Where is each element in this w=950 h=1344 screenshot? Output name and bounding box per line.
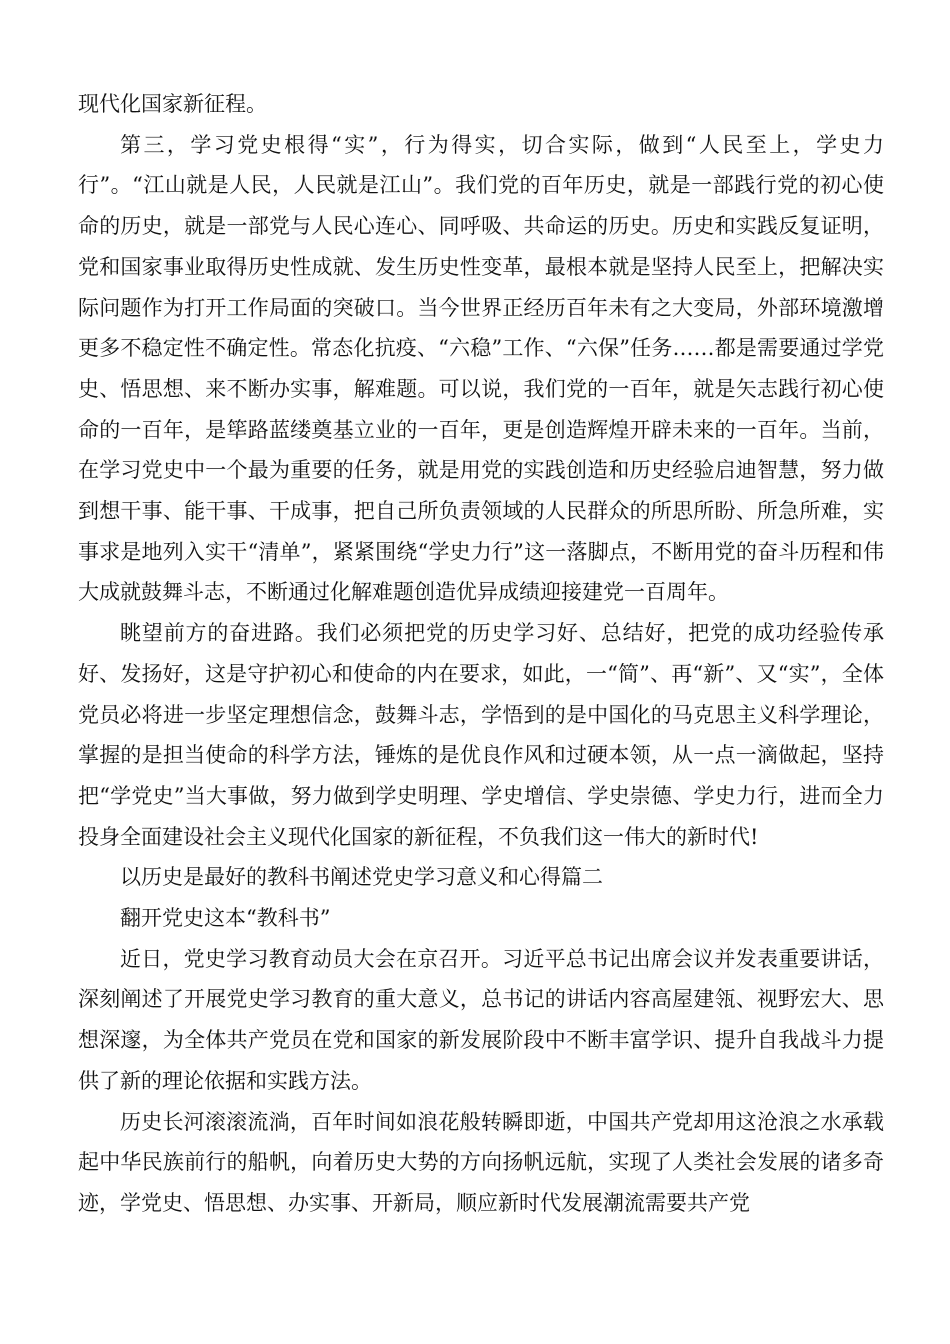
document-body [78, 84, 884, 1224]
paragraph-continuation: 现代化国家新征程。 [78, 92, 267, 116]
article-title: 翻开党史这本“教科书” [120, 906, 331, 931]
paragraph-outlook: 眺望前方的奋进路。我们必须把党的历史学习好、总结好，把党的成功经验传承好、发扬好，这是守护初心和使命的内在要求，如此，一“简”、再“新”、又“实”，全体党员必将进一步坚定理想信念，鼓舞斗志，学悟到的是中国化的马克思主义科学理论，掌握的是担当使命的科学方法，锤炼的是优良作风和过硬本领，从一点一滴做起，坚持把“学党史”当大事做，努力做到学史明理、学史增信、学史崇德、学史力行，进而全力投身全面建设社会主义现代化国家的新征程，不负我们这一伟大的新时代! [78, 621, 884, 849]
section-heading: 以历史是最好的教科书阐述党史学习意义和心得篇二 [120, 865, 603, 890]
paragraph-third-point: 第三，学习党史根得“实”，行为得实，切合实际，做到“人民至上，学史力行”。“江山就是人民，人民就是江山”。我们党的百年历史，就是一部践行党的初心使命的历史，就是一部党与人民心连心、同呼吸、共命运的历史。历史和实践反复证明，党和国家事业取得历史性成就、发生历史性变革，最根本就是坚持人民至上，把解决实际问题作为打开工作局面的突破口。当今世界正经历百年未有之大变局，外部环境激增更多不稳定性不确定性。常态化抗疫、“六稳”工作、“六保”任务……都是需要通过学党史、悟思想、来不断办实事，解难题。可以说，我们党的一百年，就是矢志践行初心使命的一百年，是筚路蓝缕奠基立业的一百年，更是创造辉煌开辟未来的一百年。当前，在学习党史中一个最为重要的任务，就是用党的实践创造和历史经验启迪智慧，努力做到想干事、能干事、干成事，把自己所负责领域的人民群众的所思所盼、所急所难，实事求是地列入实干“清单”，紧紧围绕“学史力行”这一落脚点，不断用党的奋斗历程和伟大成就鼓舞斗志，不断通过化解难题创造优异成绩迎接建党一百周年。 [78, 132, 884, 605]
paragraph-intro: 近日，党史学习教育动员大会在京召开。习近平总书记出席会议并发表重要讲话，深刻阐述了开展党史学习教育的重大意义，总书记的讲话内容高屋建瓴、视野宏大、思想深邃，为全体共产党员在党和国家的新发展阶段中不断丰富学识、提升自我战斗力提供了新的理论依据和实践方法。 [78, 946, 884, 1093]
paragraph-history: 历史长河滚滚流淌，百年时间如浪花般转瞬即逝，中国共产党却用这沧浪之水承载起中华民族前行的船帆，向着历史大势的方向扬帆远航，实现了人类社会发展的诸多奇迹，学党史、悟思想、办实事、开新局，顺应新时代发展潮流需要共产党 [78, 1109, 884, 1215]
